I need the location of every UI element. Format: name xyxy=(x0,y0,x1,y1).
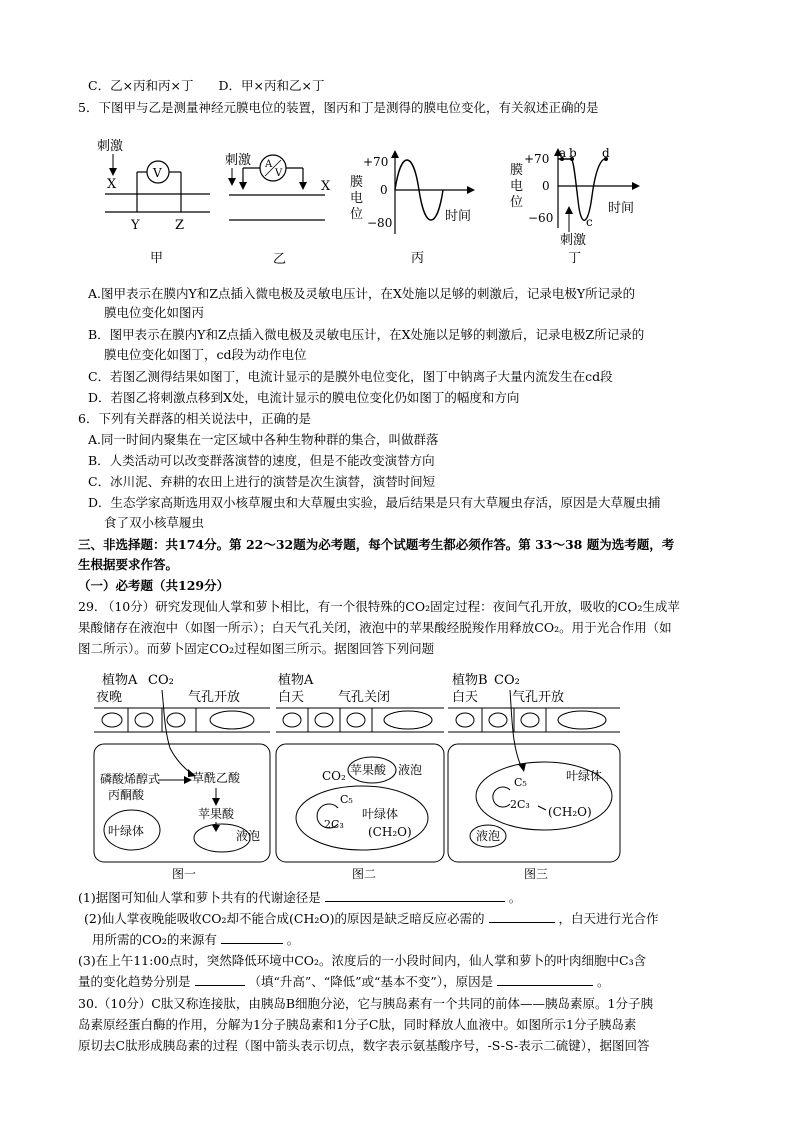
caption-ding: 丁 xyxy=(568,251,582,266)
caption-bing: 丙 xyxy=(411,251,425,266)
svg-text:(CH₂O): (CH₂O) xyxy=(368,825,412,839)
q29-line2: 果酸储存在液泡中（如图一所示）；白天气孔关闭，液泡中的苹果酸经脱羧作用释放CO₂。用于光合作用（如 xyxy=(78,620,672,635)
svg-text:白天: 白天 xyxy=(452,690,479,705)
svg-text:白天: 白天 xyxy=(278,690,305,705)
svg-text:图三: 图三 xyxy=(524,867,549,881)
panel-figure-3 xyxy=(448,672,620,881)
svg-text:植物A: 植物A xyxy=(278,673,314,688)
svg-text:电: 电 xyxy=(350,191,364,206)
q29-subq1: (1)据图可知仙人掌和萝卜共有的代谢途径是 。 xyxy=(78,890,522,905)
svg-text:叶绿体: 叶绿体 xyxy=(362,807,399,821)
svg-text:+70: +70 xyxy=(524,152,550,166)
svg-text:C₅: C₅ xyxy=(340,793,353,806)
q29-subq2-line2: 用所需的CO₂的来源有 。 xyxy=(92,932,300,947)
svg-text:CO₂: CO₂ xyxy=(148,673,174,688)
svg-text:Z: Z xyxy=(175,218,185,233)
q29-line3: 图二所示）。而萝卜固定CO₂过程如图三所示。据图回答下列问题 xyxy=(78,641,435,656)
svg-text:时间: 时间 xyxy=(445,209,472,224)
q29-line1: 29. （10分）研究发现仙人掌和萝卜相比，有一个很特殊的CO₂固定过程：夜间气孔开放，吸收的CO₂生成苹 xyxy=(78,599,680,614)
q5-option-b-line1: B．图甲表示在膜内Y和Z点插入微电极及灵敏电压计，在X处施以足够的刺激后，记录电极Z所记录的 xyxy=(88,327,645,342)
svg-text:苹果酸: 苹果酸 xyxy=(350,763,387,777)
svg-text:位: 位 xyxy=(510,195,524,210)
q6-option-c: C．冰川泥、弃耕的农田上进行的演替是次生演替，演替时间短 xyxy=(88,474,436,489)
q6-option-b: B．人类活动可以改变群落演替的速度，但是不能改变演替方向 xyxy=(88,453,435,468)
figure-jia xyxy=(95,132,225,267)
svg-text:刺激: 刺激 xyxy=(225,153,252,168)
svg-text:图一: 图一 xyxy=(172,867,197,881)
section-3-heading-line1: 三、非选择题：共174分。第 22～32题为必考题，每个试题考生都必须作答。第 33～38 题为选考题，考 xyxy=(78,537,675,552)
stimulus-label: 刺激 xyxy=(97,139,124,154)
caption-yi: 乙 xyxy=(273,252,287,267)
svg-text:膜: 膜 xyxy=(510,163,524,178)
q6-option-a: A.同一时间内聚集在一定区域中各种生物种群的集合，叫做群落 xyxy=(88,432,439,447)
svg-text:刺激: 刺激 xyxy=(560,233,587,248)
q6-option-d-line1: D．生态学家高斯选用双小核草履虫和大草履虫实验，最后结果是只有大草履虫存活，原因是大草履虫捕 xyxy=(88,495,661,510)
svg-text:C₅: C₅ xyxy=(514,776,527,789)
svg-text:(CH₂O): (CH₂O) xyxy=(548,805,592,819)
svg-text:植物A: 植物A xyxy=(102,673,138,688)
q29-subq3-line2: 量的变化趋势分别是 （填“升高”、“降低”或“基本不变”），原因是 。 xyxy=(78,974,610,989)
answer-blank-5[interactable] xyxy=(497,973,593,986)
svg-text:时间: 时间 xyxy=(608,201,635,216)
svg-text:X: X xyxy=(107,177,117,192)
svg-text:气孔开放: 气孔开放 xyxy=(512,690,565,705)
svg-text:0: 0 xyxy=(380,183,388,197)
answer-blank-3[interactable] xyxy=(221,931,283,944)
svg-text:A: A xyxy=(265,159,273,170)
svg-text:a: a xyxy=(559,146,567,160)
answer-blank-2[interactable] xyxy=(489,910,555,923)
q5-option-d: D．若图乙将刺激点移到X处，电流计显示的膜电位变化仍如图丁的幅度和方向 xyxy=(88,390,520,405)
panel-figure-2 xyxy=(276,672,444,881)
svg-text:膜: 膜 xyxy=(350,175,364,190)
q5-stem: 5．下图甲与乙是测量神经元膜电位的装置，图丙和丁是测得的膜电位变化，有关叙述正确的是 xyxy=(78,100,599,115)
q30-line1: 30.（10分）C肽又称连接肽，由胰岛B细胞分泌，它与胰岛素有一个共同的前体——胰岛素原。1分子胰 xyxy=(78,996,653,1011)
svg-text:苹果酸: 苹果酸 xyxy=(198,807,235,821)
svg-text:V: V xyxy=(153,166,162,180)
q6-option-d-line2: 食了双小核草履虫 xyxy=(104,515,205,530)
answer-blank-1[interactable] xyxy=(325,889,505,902)
panel-figure-1 xyxy=(94,672,270,881)
section-3-heading-line2: 生根据要求作答。 xyxy=(78,557,179,572)
svg-text:+70: +70 xyxy=(363,155,389,169)
svg-text:−60: −60 xyxy=(528,211,554,225)
svg-text:位: 位 xyxy=(350,207,364,222)
q5-option-b-line2: 膜电位变化如图丁，cd段为动作电位 xyxy=(104,347,307,362)
svg-text:2C₃: 2C₃ xyxy=(510,798,530,811)
svg-text:丙酮酸: 丙酮酸 xyxy=(108,788,145,802)
svg-text:叶绿体: 叶绿体 xyxy=(108,824,145,838)
svg-text:植物B: 植物B xyxy=(452,673,488,688)
q6-stem: 6．下列有关群落的相关说法中，正确的是 xyxy=(78,411,311,426)
q5-option-c: C．若图乙测得结果如图丁，电流计显示的是膜外电位变化，图丁中钠离子大量内流发生在cd段 xyxy=(88,369,613,384)
svg-text:CO₂: CO₂ xyxy=(322,769,346,783)
svg-text:2C₃: 2C₃ xyxy=(324,818,344,831)
figure-ding xyxy=(508,146,658,268)
svg-text:−80: −80 xyxy=(367,216,393,230)
svg-text:X: X xyxy=(321,179,331,194)
svg-text:气孔开放: 气孔开放 xyxy=(188,690,241,705)
figure-cam-photosynthesis xyxy=(92,668,732,886)
svg-text:液泡: 液泡 xyxy=(398,763,423,777)
svg-text:气孔关闭: 气孔关闭 xyxy=(338,690,391,705)
svg-text:Y: Y xyxy=(131,218,140,233)
svg-text:c: c xyxy=(586,215,593,229)
svg-text:电: 电 xyxy=(510,179,524,194)
svg-text:液泡: 液泡 xyxy=(236,829,261,843)
figure-yi xyxy=(225,140,345,268)
svg-text:草酰乙酸: 草酰乙酸 xyxy=(192,771,241,785)
svg-text:夜晚: 夜晚 xyxy=(96,690,123,705)
svg-text:液泡: 液泡 xyxy=(476,829,501,843)
section-3-subheading: （一）必考题（共129分） xyxy=(78,578,230,593)
q4-options-cd: C．乙×丙和丙×丁 D．甲×丙和乙×丁 xyxy=(88,78,325,93)
svg-text:0: 0 xyxy=(542,179,550,193)
q5-option-a-line2: 膜电位变化如图丙 xyxy=(104,305,205,320)
svg-text:图二: 图二 xyxy=(352,867,377,881)
q29-subq3-line1: (3)在上午11:00点时，突然降低环境中CO₂。浓度后的一小段时间内，仙人掌和萝卜的叶肉细胞中C₃含 xyxy=(78,953,647,968)
q30-line2: 岛素原经蛋白酶的作用，分解为1分子胰岛素和1分子C肽，同时释放人血液中。如图所示1分子胰岛素 xyxy=(78,1017,637,1032)
svg-text:b: b xyxy=(569,146,577,160)
q5-option-a-line1: A.图甲表示在膜内Y和Z点插入微电极及灵敏电压计，在X处施以足够的刺激后，记录电极Y所记录的 xyxy=(88,286,636,301)
figure-bing xyxy=(345,148,495,268)
q29-subq2: (2)仙人掌夜晚能吸收CO₂却不能合成(CH₂O)的原因是缺乏暗反应必需的 ，白天进行光合作 xyxy=(84,911,659,926)
caption-jia: 甲 xyxy=(150,251,164,266)
answer-blank-4[interactable] xyxy=(195,973,245,986)
q30-line3: 原切去C肽形成胰岛素的过程（图中箭头表示切点，数字表示氨基酸序号，-S-S-表示二硫键），据图回答 xyxy=(78,1038,650,1053)
svg-text:CO₂: CO₂ xyxy=(494,673,520,688)
svg-text:叶绿体: 叶绿体 xyxy=(566,769,603,783)
svg-text:磷酸烯醇式: 磷酸烯醇式 xyxy=(100,772,161,786)
svg-text:d: d xyxy=(602,146,610,160)
svg-text:V: V xyxy=(275,168,283,179)
